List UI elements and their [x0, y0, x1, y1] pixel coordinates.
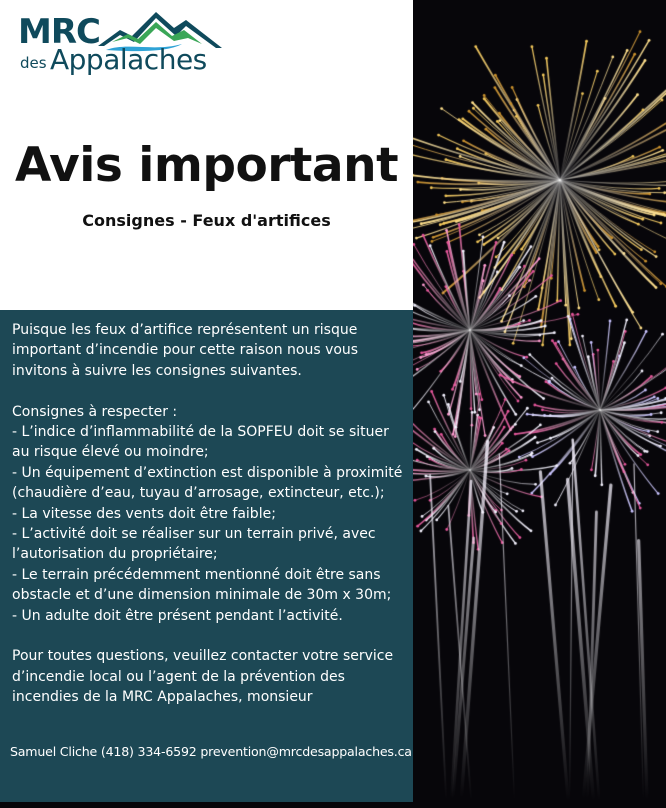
- notice-body: [12, 320, 410, 708]
- contact-name: Samuel Cliche: [10, 744, 98, 759]
- closing-paragraph: Pour toutes questions, veuillez contacter votre service d’incendie local ou l’agent de la prévention des incendies de la MRC Appalaches, monsieur: [12, 648, 394, 706]
- mrc-logo: [14, 6, 234, 82]
- logo-appalaches-text: Appalaches: [50, 43, 207, 76]
- rule-item: - L’indice d’inflammabilité de la SOPFEU doit se situer au risque élevé ou moindre;: [12, 424, 389, 461]
- rule-item: - La vitesse des vents doit être faible;: [12, 505, 276, 522]
- logo-mrc-text: MRC: [18, 12, 100, 52]
- intro-paragraph: Puisque les feux d’artifice représentent un risque important d’incendie pour cette raison nous vous invitons à suivre les consignes suivantes.: [12, 322, 359, 379]
- contact-email[interactable]: prevention@mrcdesappalaches.ca: [200, 744, 412, 759]
- contact-phone: (418) 334-6592: [100, 744, 197, 759]
- rule-item: - Un adulte doit être présent pendant l’activité.: [12, 607, 343, 624]
- rule-item: - Le terrain précédemment mentionné doit être sans obstacle et d’une dimension minimale de 30m x 30m;: [12, 566, 392, 604]
- rule-item: - L’activité doit se réaliser sur un terrain privé, avec l’autorisation du propriétaire;: [12, 526, 376, 563]
- page-subtitle: Consignes - Feux d'artifices: [82, 211, 331, 230]
- page-title: Avis important: [14, 138, 399, 193]
- rules-heading: Consignes à respecter :: [12, 403, 178, 420]
- rule-item: - Un équipement d’extinction est disponible à proximité (chaudière d’eau, tuyau d’arrosage, extincteur, etc.);: [12, 464, 403, 502]
- logo-des-text: des: [20, 54, 47, 72]
- rules-list: [12, 422, 410, 626]
- contact-line: [10, 744, 413, 759]
